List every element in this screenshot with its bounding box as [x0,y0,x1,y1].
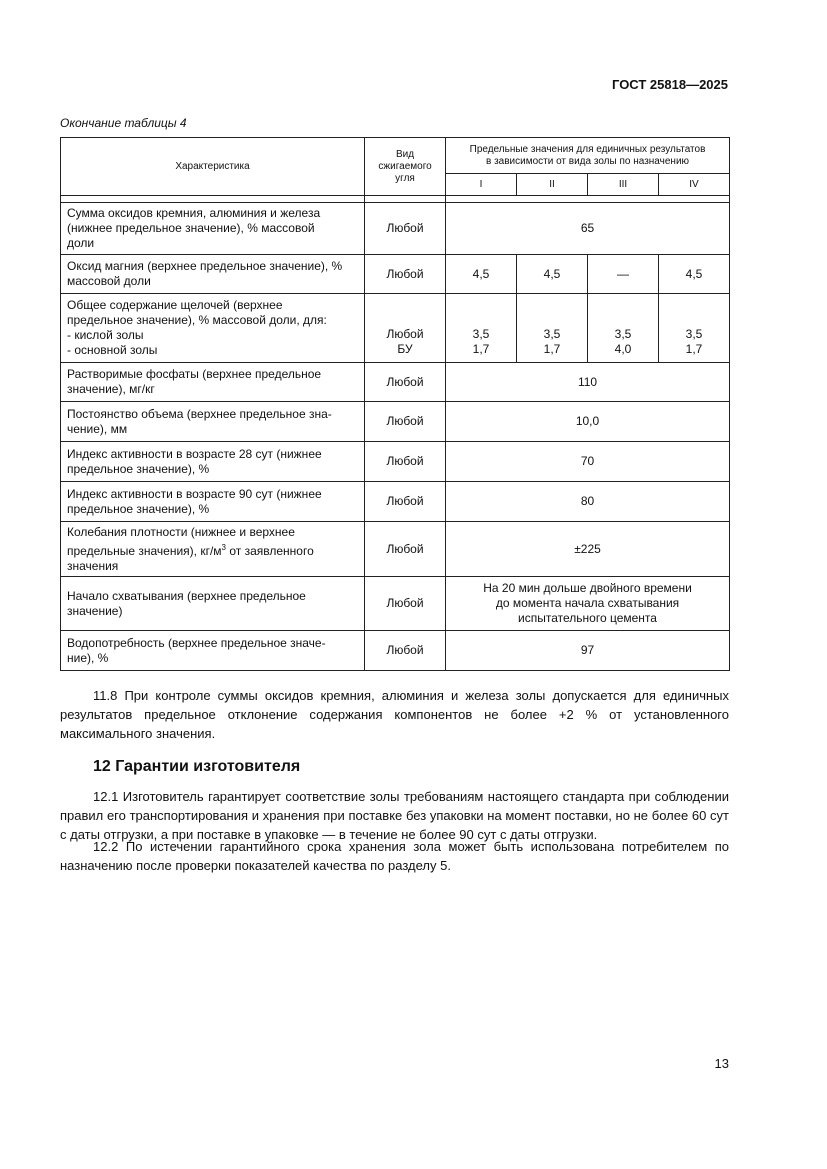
header-class-1: I [446,174,517,196]
table-row [61,255,730,294]
cell-value: 70 [446,442,730,482]
cell-value: 10,0 [446,402,730,442]
header-class-4: IV [659,174,730,196]
cell-value-class-2: 4,5 [517,255,588,294]
cell-value-class-3: 3,5 4,0 [588,294,659,363]
header-coal-line: Вид [395,148,415,160]
clause-12-2: 12.2 По истечении гарантийного срока хранения зола может быть использована потребителем по назначению после проверки показателей качества по разделу 5. [60,839,729,873]
cell-characteristic: Колебания плотности (нижнее и верхнее предельные значения), $кг/м^3$ от заявленного значения [61,522,365,577]
page-number: 13 [714,1056,729,1071]
table-4 [60,137,730,671]
cell-value-class-3: — [588,255,659,294]
cell-characteristic: Общее содержание щелочей (верхнее предельное значение), % массовой доли, для: - кислой золы - основной золы [61,294,365,363]
document-id: ГОСТ 25818—2025 [612,77,728,92]
header-coal-line: угля [395,172,415,184]
clause-12-1: 12.1 Изготовитель гарантирует соответствие золы требованиям настоящего стандарта при соблюдении правил его транспортирования и хранения при поставке без упаковки на момент поставки, но не более 60 сут с даты отгрузки, а при поставке в упаковке — в течение не более 90 сут с даты отгрузки. [60,789,729,842]
section-12-heading: 12 Гарантии изготовителя [93,758,301,775]
table-row [61,203,730,255]
header-class-3: III [588,174,659,196]
cell-characteristic: Постоянство объема (верхнее предельное зна- чение), мм [61,402,365,442]
cell-coal-type: Любой БУ [365,294,446,363]
cell-value-class-4: 3,5 1,7 [659,294,730,363]
cell-characteristic: Растворимые фосфаты (верхнее предельное значение), мг/кг [61,363,365,402]
table-row [61,482,730,522]
cell-value: 110 [446,363,730,402]
header-limit-values [446,138,730,174]
table-row [61,294,730,363]
cell-characteristic: Оксид магния (верхнее предельное значение), % массовой доли [61,255,365,294]
table-caption: Окончание таблицы 4 [60,116,187,130]
cell-characteristic: Индекс активности в возрасте 90 сут (нижнее предельное значение), % [61,482,365,522]
cell-coal-type: Любой [365,442,446,482]
cell-characteristic: Водопотребность (верхнее предельное значе- ние), % [61,631,365,671]
table-row [61,522,730,577]
cell-value-class-1: 3,5 1,7 [446,294,517,363]
cell-characteristic: Начало схватывания (верхнее предельное значение) [61,577,365,631]
cell-coal-type: Любой [365,631,446,671]
cell-coal-type: Любой [365,577,446,631]
cell-value: На 20 мин дольше двойного времени до момента начала схватывания испытательного цемента [446,577,730,631]
cell-value: ±225 [446,522,730,577]
table-header-row [61,138,730,174]
cell-characteristic: Индекс активности в возрасте 28 сут (нижнее предельное значение), % [61,442,365,482]
cell-coal-type: Любой [365,203,446,255]
table-row [61,577,730,631]
header-coal-line: сжигаемого [378,160,432,172]
table-row [61,442,730,482]
cell-coal-type: Любой [365,402,446,442]
clause-11-8: 11.8 При контроле суммы оксидов кремния, алюминия и железа золы допускается для единичных результатов предельное отклонение содержания компонентов не более +2 % от установленного максимального значения. [60,688,729,741]
header-gap [61,196,730,203]
header-limits-line: в зависимости от вида золы по назначению [485,155,690,167]
cell-characteristic: Сумма оксидов кремния, алюминия и железа (нижнее предельное значение), % массовой доли [61,203,365,255]
table-row [61,363,730,402]
header-characteristic: Характеристика [61,138,365,196]
cell-coal-type: Любой [365,363,446,402]
cell-coal-type: Любой [365,522,446,577]
table-row [61,402,730,442]
cell-value: 97 [446,631,730,671]
cell-value-class-1: 4,5 [446,255,517,294]
table-row [61,631,730,671]
header-class-2: II [517,174,588,196]
cell-value-class-2: 3,5 1,7 [517,294,588,363]
header-coal-type [365,138,446,196]
cell-coal-type: Любой [365,482,446,522]
header-limits-line: Предельные значения для единичных результатов [469,143,706,155]
cell-coal-type: Любой [365,255,446,294]
cell-value-class-4: 4,5 [659,255,730,294]
cell-value: 80 [446,482,730,522]
cell-value: 65 [446,203,730,255]
